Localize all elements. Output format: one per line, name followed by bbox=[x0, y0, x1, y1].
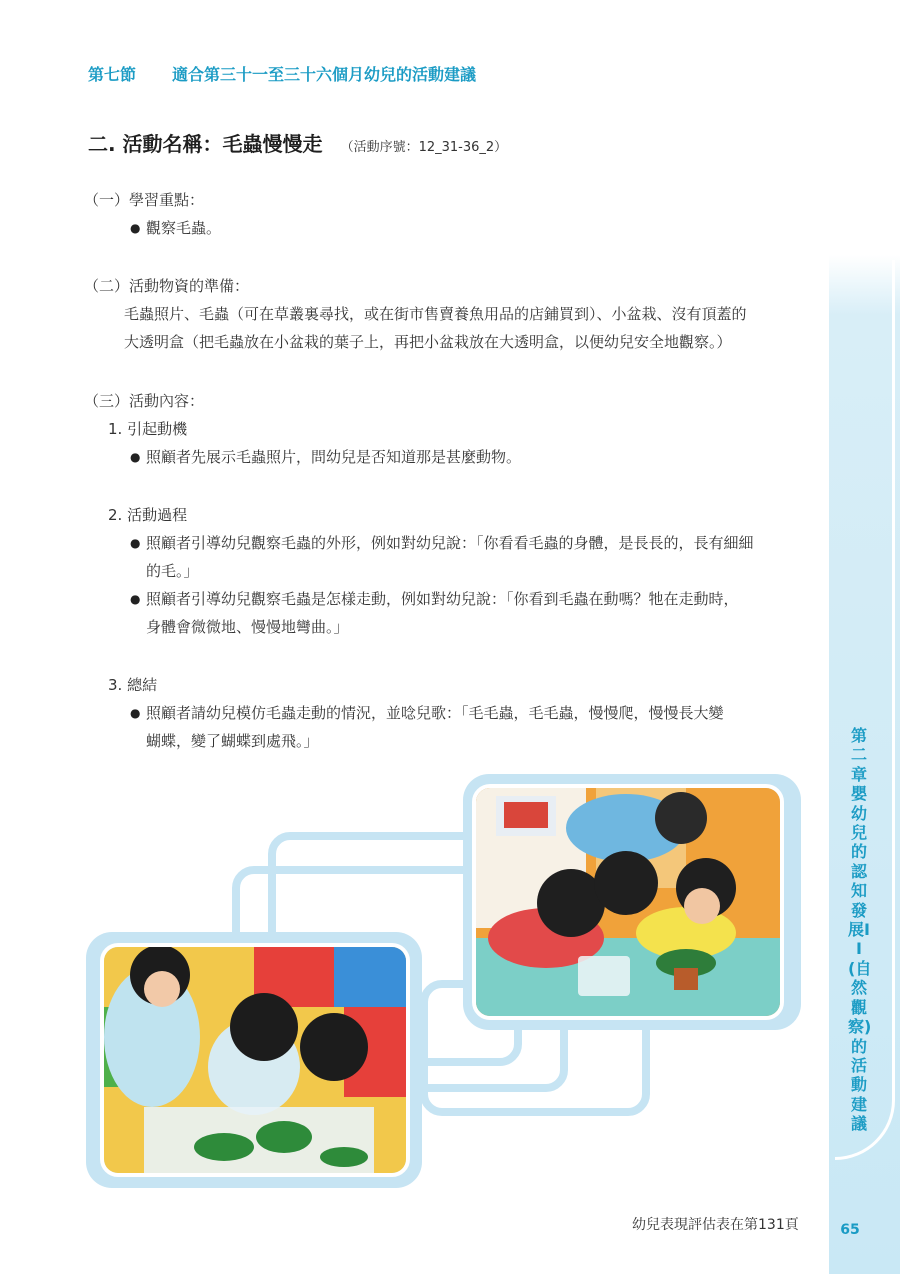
children-with-box-photo bbox=[100, 943, 410, 1177]
step-3 bbox=[84, 671, 754, 755]
list-item: ● 觀察毛蟲。 bbox=[126, 214, 221, 242]
assessment-note: 幼兒表現評估表在第131頁 bbox=[632, 1217, 799, 1233]
step-2 bbox=[84, 501, 754, 641]
bullet-icon: ● bbox=[130, 536, 141, 550]
step-2-title: 2. 活動過程 bbox=[108, 506, 188, 524]
materials-heading: （二）活動物資的準備： bbox=[84, 277, 250, 295]
section-header bbox=[88, 62, 476, 85]
bullet-icon: ● bbox=[130, 450, 141, 464]
materials-line: 大透明盒（把毛蟲放在小盆栽的葉子上，再把小盆栽放在大透明盒，以便幼兒安全地觀察。） bbox=[124, 333, 732, 351]
activity-serial: （活動序號：12_31-36_2） bbox=[340, 140, 508, 155]
children-with-box-image bbox=[104, 947, 406, 1173]
page-number: 65 bbox=[840, 1222, 860, 1238]
list-item: ● 照顧者先展示毛蟲照片，問幼兒是否知道那是甚麼動物。 bbox=[126, 443, 754, 471]
chapter-title: 第二章 嬰幼兒的認知發展II(自然觀察)的活動建議 bbox=[848, 726, 872, 1134]
materials-line: 毛蟲照片、毛蟲（可在草叢裏尋找，或在街市售賣養魚用品的店鋪買到）、小盆栽、沒有頂蓋的 bbox=[124, 305, 747, 323]
step-1-title: 1. 引起動機 bbox=[108, 420, 188, 438]
activity-title bbox=[88, 128, 507, 157]
children-observing-plant-image bbox=[476, 788, 780, 1016]
step-3-title: 3. 總結 bbox=[108, 676, 158, 694]
bullet-icon: ● bbox=[130, 706, 141, 720]
learning-focus-heading: （一）學習重點： bbox=[84, 191, 205, 209]
content-heading: （三）活動內容： bbox=[84, 392, 205, 410]
content-section bbox=[84, 387, 754, 755]
list-item: ● 照顧者引導幼兒觀察毛蟲是怎樣走動，例如對幼兒說：「你看到毛蟲在動嗎？牠在走動時， 身體會微微地、慢慢地彎曲。」 bbox=[126, 585, 754, 641]
list-item: ● 照顧者請幼兒模仿毛蟲走動的情況，並唸兒歌：「毛毛蟲，毛毛蟲，慢慢爬，慢慢長大變 蝴蝶，變了蝴蝶到處飛。」 bbox=[126, 699, 754, 755]
section-label: 第七節 bbox=[88, 65, 137, 84]
bullet-icon: ● bbox=[130, 221, 141, 235]
list-item: ● 照顧者引導幼兒觀察毛蟲的外形，例如對幼兒說：「你看看毛蟲的身體，是長長的，長有細細 的毛。」 bbox=[126, 529, 754, 585]
section-title: 適合第三十一至三十六個月幼兒的活動建議 bbox=[172, 65, 477, 84]
children-observing-plant-photo bbox=[472, 784, 784, 1020]
bullet-icon: ● bbox=[130, 592, 141, 606]
activity-name: 二. 活動名稱：毛蟲慢慢走 bbox=[88, 132, 323, 156]
learning-focus-section bbox=[84, 186, 221, 242]
step-1 bbox=[84, 415, 754, 471]
materials-section bbox=[84, 272, 747, 356]
